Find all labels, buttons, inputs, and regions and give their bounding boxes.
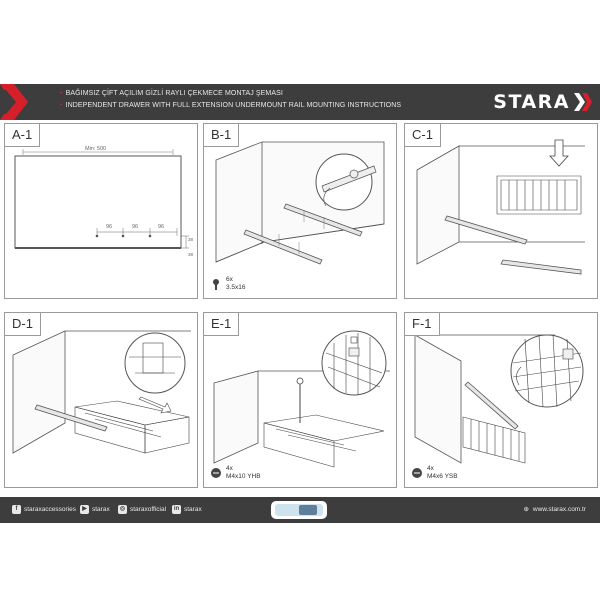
bullet-icon: • <box>60 90 63 97</box>
screw-spec <box>210 465 261 481</box>
website-link[interactable] <box>523 497 586 523</box>
dim-label: 96 <box>106 224 113 230</box>
brand-logo <box>493 91 570 113</box>
website-url: www.starax.com.tr <box>532 506 586 513</box>
screw-qty: 6x <box>226 276 233 283</box>
dim-label: 38 <box>188 237 194 242</box>
certification-badge <box>271 501 327 519</box>
globe-icon: ⊕ <box>523 506 529 513</box>
brand-logo-text: STARA <box>493 91 570 113</box>
panel-tag: F-1 <box>405 313 440 336</box>
facebook-handle: staraxaccessories <box>24 506 77 513</box>
facebook-icon: f <box>12 505 21 514</box>
panel-tag: E-1 <box>204 313 239 336</box>
dim-label: 96 <box>158 224 165 230</box>
min-depth-label: Min: 500 <box>85 146 107 152</box>
screw-spec-text <box>226 465 261 481</box>
footer-band <box>0 497 600 523</box>
instagram-link[interactable] <box>118 497 166 523</box>
panel-f1 <box>404 312 598 488</box>
title-english-text: INDEPENDENT DRAWER WITH FULL EXTENSION UNDERMOUNT RAIL MOUNTING INSTRUCTIONS <box>65 102 402 109</box>
title-english <box>60 102 401 109</box>
basket-fixing-drawing <box>405 313 597 487</box>
rail-mounting-drawing <box>204 124 396 298</box>
screw-icon <box>210 467 222 479</box>
logo-x-icon <box>574 93 592 111</box>
panel-b1 <box>203 123 397 299</box>
panel-d1 <box>4 312 198 488</box>
screw-size: M4x10 YHB <box>226 473 261 480</box>
linkedin-icon: in <box>173 505 180 512</box>
facebook-link[interactable] <box>12 497 76 523</box>
screw-icon <box>411 467 423 479</box>
youtube-handle: starax <box>92 506 110 513</box>
instagram-handle: staraxofficial <box>130 506 167 513</box>
screw-spec <box>210 276 246 292</box>
badge-mark <box>299 505 317 515</box>
dim-label: 96 <box>132 224 139 230</box>
panel-e1 <box>203 312 397 488</box>
panel-tag: B-1 <box>204 124 239 147</box>
screw-qty: 4x <box>427 465 434 472</box>
linkedin-handle: starax <box>184 506 202 513</box>
title-turkish <box>60 90 283 97</box>
screw-spec <box>411 465 458 481</box>
instagram-icon: ◎ <box>119 505 126 512</box>
screw-icon <box>210 278 222 290</box>
youtube-icon: ▶ <box>80 505 89 514</box>
dim-label: 38 <box>188 252 194 257</box>
screw-spec-text <box>226 276 246 292</box>
screw-spec-text <box>427 465 458 481</box>
youtube-link[interactable] <box>80 497 110 523</box>
screw-qty: 4x <box>226 465 233 472</box>
panel-tag: D-1 <box>5 313 41 336</box>
linkedin-link[interactable] <box>172 497 202 523</box>
header-band <box>0 84 600 120</box>
front-fixing-drawing <box>204 313 396 487</box>
drawer-installed-drawing <box>5 313 197 487</box>
panel-a1 <box>4 123 198 299</box>
basket-insert-drawing <box>405 124 597 298</box>
panel-c1 <box>404 123 598 299</box>
screw-size: 3.5x16 <box>226 284 246 291</box>
red-chevron-icon <box>0 84 30 120</box>
panel-tag: C-1 <box>405 124 441 147</box>
panel-tag: A-1 <box>5 124 40 147</box>
bullet-icon: • <box>60 102 63 109</box>
screw-size: M4x6 YSB <box>427 473 458 480</box>
title-turkish-text: BAĞIMSIZ ÇİFT AÇILIM GİZLİ RAYLI ÇEKMECE MONTAJ ŞEMASI <box>65 90 283 97</box>
